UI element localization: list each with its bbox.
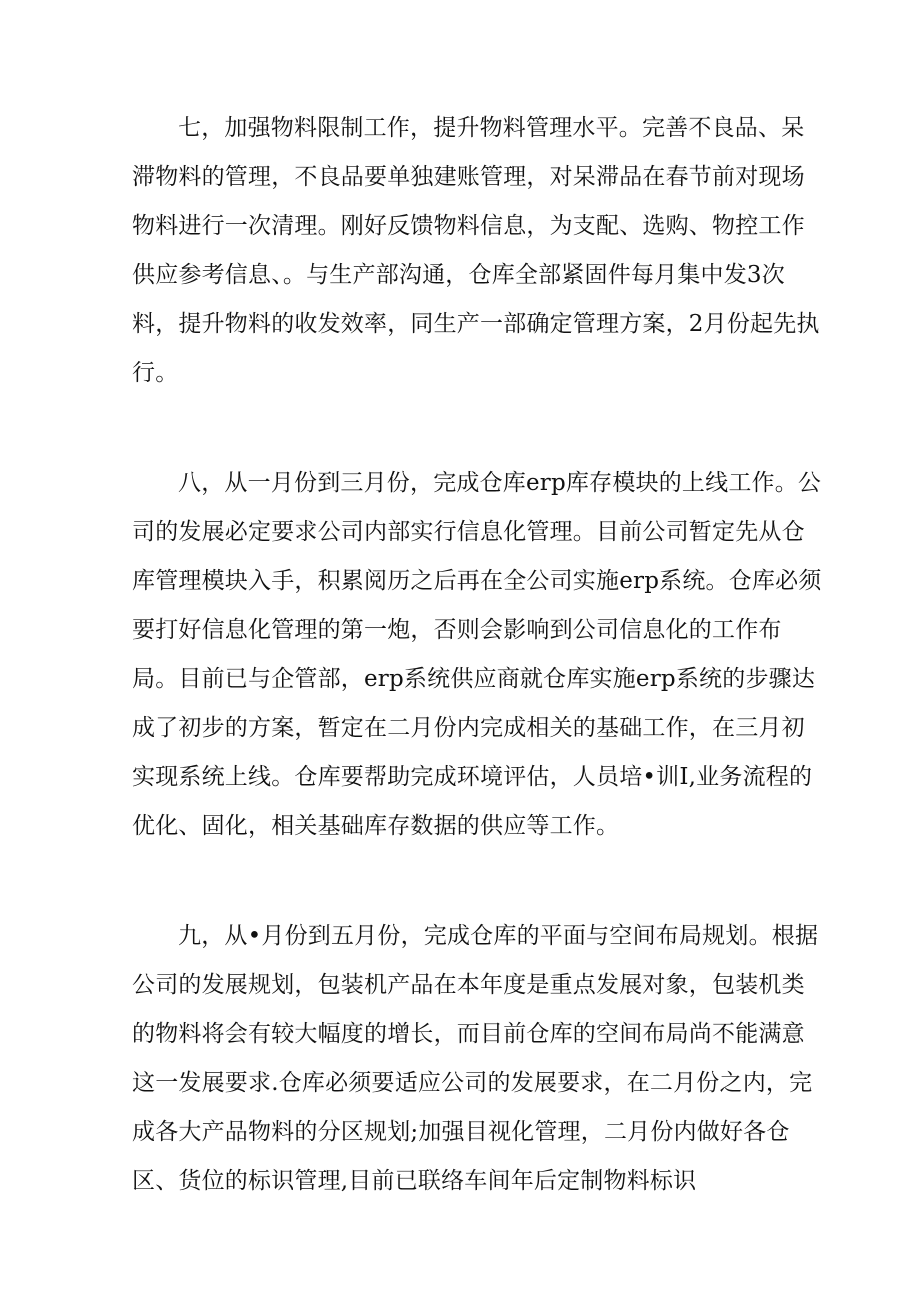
paragraph-9: 九，从•月份到五月份，完成仓库的平面与空间布局规划。根据公司的发展规划，包装机产品在本年度是重点发展对象，包装机类的物料将会有较大幅度的增长，而目前仓库的空间布局尚不能满意这一发展要求.仓库必须要适应公司的发展要求，在二月份之内，完成各大产品物料的分区规划;加强目视化管理，二月份内做好各仓区、货位的标识管理,目前已联络车间年后定制物料标识 (132, 923, 819, 1194)
paragraph-8: 八，从一月份到三月份，完成仓库erp库存模块的上线工作。公司的发展必定要求公司内部实行信息化管理。目前公司暂定先从仓库管理模块入手，积累阅历之后再在全公司实施erp系统。仓库必须要打好信息化管理的第一炮，否则会影响到公司信息化的工作布局。目前已与企管部，erp系统供应商就仓库实施erp系统的步骤达成了初步的方案，暂定在二月份内完成相关的基础工作，在三月初实现系统上线。仓库要帮助完成环境评估，人员培•训I,业务流程的优化、固化，相关基础库存数据的供应等工作。 (132, 470, 822, 839)
paragraph-7: 七，加强物料限制工作，提升物料管理水平。完善不良品、呆滞物料的管理，不良品要单独建账管理，对呆滞品在春节前对现场物料进行一次清理。刚好反馈物料信息，为支配、选购、物控工作供应参考信息、。与生产部沟通，仓库全部紧固件每月集中发3次料，提升物料的收发效率，同生产一部确定管理方案，2月份起先执行。 (132, 115, 820, 386)
